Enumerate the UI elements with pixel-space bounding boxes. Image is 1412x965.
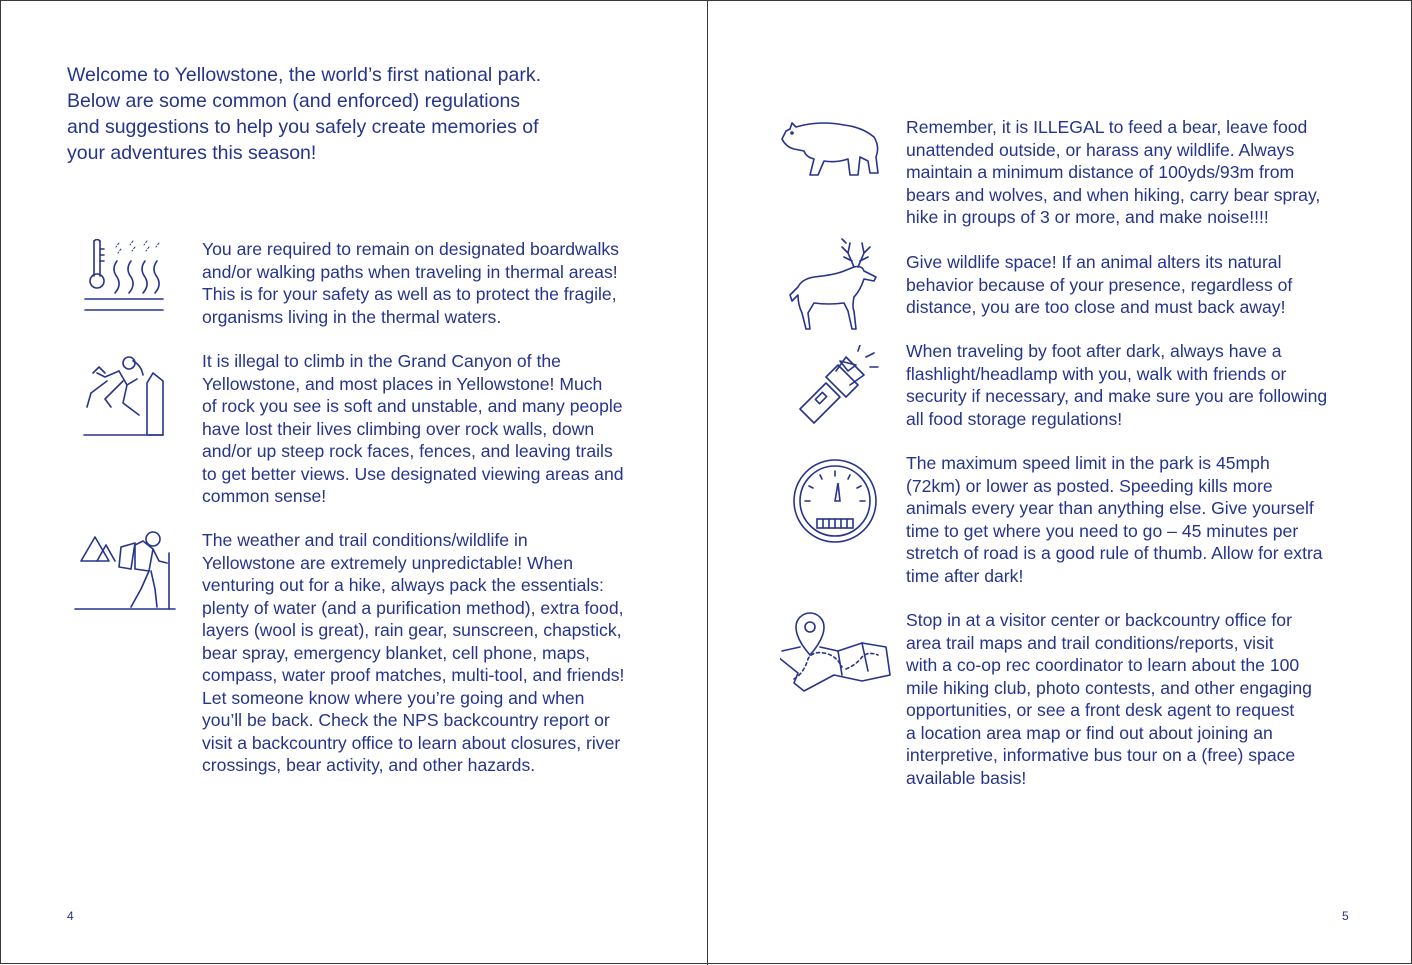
elk-icon — [784, 237, 882, 333]
climber-icon — [81, 351, 167, 439]
flashlight-icon — [796, 345, 882, 429]
bear-icon — [778, 115, 882, 179]
speed-rule-text: The maximum speed limit in the park is 45mph (72km) or lower as posted. Speeding kills more animals every year than anything else. Give yourself time to get where you need to go – 45 minutes per stretch of road is a good rule of thumb. Allow for extra time after dark! — [906, 453, 1323, 586]
hiker-icon — [73, 527, 177, 613]
intro-paragraph: Welcome to Yellowstone, the world’s first national park. Below are some common (and enforced) regulations and suggestions to help you safely create memories of your adventures this season! — [67, 64, 542, 164]
speedometer-icon — [792, 457, 878, 545]
page-number: 4 — [67, 909, 74, 923]
thermal-rule-text: You are required to remain on designated boardwalks and/or walking paths when traveling in thermal areas! This is for your safety as well as to protect the fragile, organisms living in the thermal waters. — [202, 239, 619, 327]
wildlife-rule-text: Give wildlife space! If an animal alters its natural behavior because of your presence, regardless of distance, you are too close and must back away! — [906, 252, 1293, 317]
climbing-rule-text: It is illegal to climb in the Grand Canyon of the Yellowstone, and most places in Yellowstone! Much of rock you see is soft and unstable, and many people have lost their lives climbing over rock walls, down and/or up steep rock faces, fences, and leaving trails to get better views. Use designated viewing areas and common sense! — [202, 351, 624, 506]
thermal-icon — [81, 239, 167, 315]
visitor-center-text: Stop in at a visitor center or backcountry office for area trail maps and trail conditions/reports, visit with a co-op rec coordinator to learn about the 100 mile hiking club, photo contests, and other engaging opportunities, or see a front desk agent to request a location area map or find out about joining an interpretive, informative bus tour on a (free) space available basis! — [906, 610, 1312, 788]
bear-rule-text: Remember, it is ILLEGAL to feed a bear, leave food unattended outside, or harass any wildlife. Always maintain a minimum distance of 100yds/93m from bears and wolves, and when hiking, carry bear spray, hike in groups of 3 or more, and make noise!!!! — [906, 117, 1321, 227]
right-page — [708, 1, 1412, 965]
page-number: 5 — [1342, 909, 1349, 923]
left-page — [1, 1, 707, 965]
hiking-rule-text: The weather and trail conditions/wildlife in Yellowstone are extremely unpredictable! When venturing out for a hike, always pack the essentials: plenty of water (and a purification method), extra food, layers (wool is great), rain gear, sunscreen, chapstick, bear spray, emergency blanket, cell phone, maps, compass, water proof matches, multi-tool, and friends! Let someone know where you’re going and when you’ll be back. Check the NPS backcountry report or visit a backcountry office to learn about closures, river crossings, bear activity, and other hazards. — [202, 530, 625, 775]
night-travel-rule-text: When traveling by foot after dark, always have a flashlight/headlamp with you, walk with friends or security if necessary, and make sure you are following all food storage regulations! — [906, 341, 1328, 429]
map-pin-icon — [780, 609, 892, 701]
